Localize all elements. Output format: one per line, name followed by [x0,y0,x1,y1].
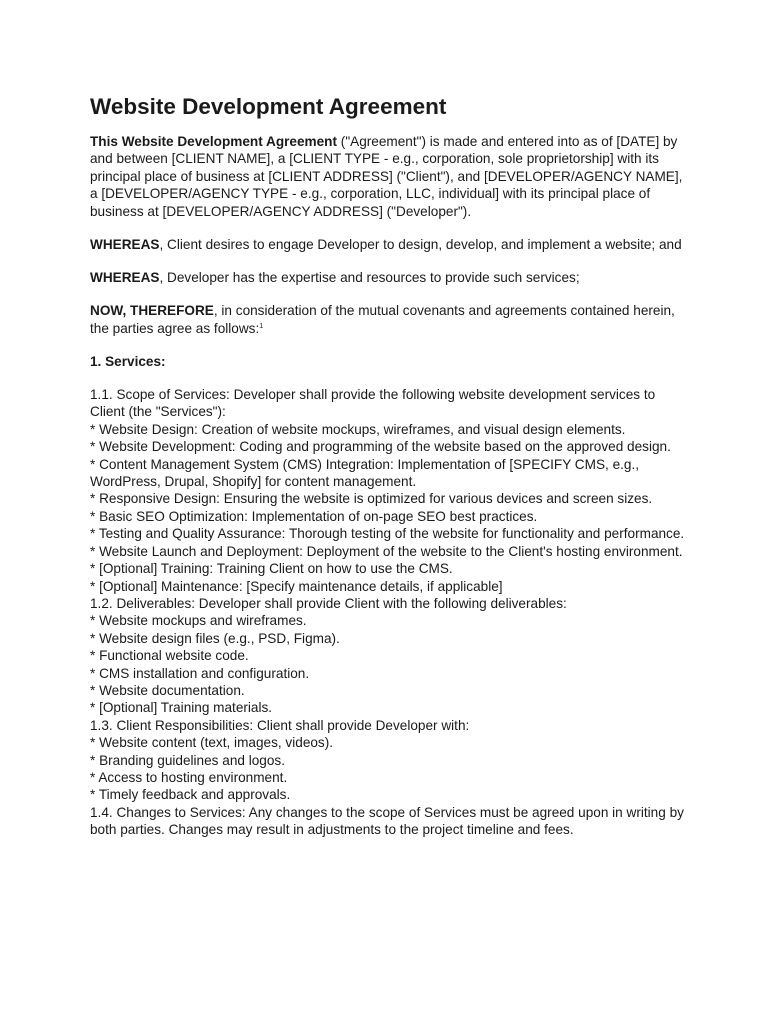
list-item: * Content Management System (CMS) Integration: Implementation of [SPECIFY CMS, e.g., WordPress, Drupal, Shopify] for content management. [90,456,640,490]
section-1-heading-text: 1. Services: [90,353,166,369]
list-item: * [Optional] Maintenance: [Specify maintenance details, if applicable] [90,578,503,594]
clause-line: 1.4. Changes to Services: Any changes to the scope of Services must be agreed upon in writing by both parties. Changes may result in adjustments to the project timeline and fees. [90,804,684,838]
intro-bold: This Website Development Agreement [90,134,338,149]
list-item: * Basic SEO Optimization: Implementation of on-page SEO best practices. [90,508,538,524]
list-item: * Timely feedback and approvals. [90,787,291,803]
now-therefore-bold: NOW, THEREFORE [90,303,214,319]
whereas-clause-1 [90,236,690,253]
list-item: * CMS installation and configuration. [90,665,310,681]
list-item: * Website content (text, images, videos). [90,735,334,751]
list-item: * Website Development: Coding and programming of the website based on the approved design. [90,439,671,455]
document-page [90,92,690,839]
list-item: * Website mockups and wireframes. [90,613,307,629]
clause-line: 1.2. Deliverables: Developer shall provide Client with the following deliverables: [90,595,567,611]
whereas-clause-2 [90,269,690,286]
intro-paragraph [90,133,690,220]
list-item: * Testing and Quality Assurance: Thorough testing of the website for functionality and performance. [90,526,685,542]
list-item: * Website Design: Creation of website mockups, wireframes, and visual design elements. [90,421,626,437]
list-item: * Responsive Design: Ensuring the website is optimized for various devices and screen sizes. [90,491,653,507]
list-item: * Website Launch and Deployment: Deployment of the website to the Client's hosting environment. [90,543,683,559]
footnote-marker: 1 [259,322,264,330]
intro-text: ("Agreement") is made and entered into as of [DATE] by and between [CLIENT NAME], a [CLIENT TYPE - e.g., corporation, sole proprietorship] with its principal place of business at [CLIENT ADDRESS] ("Client"), and [DEVELOPER/AGENCY NAME], a [DEVELOPER/AGENCY TYPE - e.g., corporation, LLC, individual] with its principal place of business at [DEVELOPER/AGENCY ADDRESS] ("Developer"). [90,134,683,219]
now-therefore-text: , in consideration of the mutual covenants and agreements contained herein, the parties agree as follows: [90,303,675,336]
section-1-heading [90,353,690,370]
whereas-1-bold: WHEREAS [90,236,160,252]
whereas-1-text: , Client desires to engage Developer to design, develop, and implement a website; and [159,236,682,252]
whereas-2-bold: WHEREAS [90,270,160,286]
list-item: * Functional website code. [90,648,249,664]
list-item: * [Optional] Training: Training Client on how to use the CMS. [90,561,453,577]
list-item: * Access to hosting environment. [90,769,288,785]
now-therefore-clause [90,302,690,337]
clause-line: 1.3. Client Responsibilities: Client shall provide Developer with: [90,717,470,733]
whereas-2-text: , Developer has the expertise and resources to provide such services; [159,270,580,286]
clause-line: 1.1. Scope of Services: Developer shall provide the following website development services to Client (the "Services"): [90,387,656,420]
list-item: * Website documentation. [90,682,245,698]
list-item: * Branding guidelines and logos. [90,752,285,768]
document-title: Website Development Agreement [90,94,447,119]
list-item: * [Optional] Training materials. [90,700,273,716]
list-item: * Website design files (e.g., PSD, Figma). [90,630,340,646]
section-1-body [90,386,690,839]
